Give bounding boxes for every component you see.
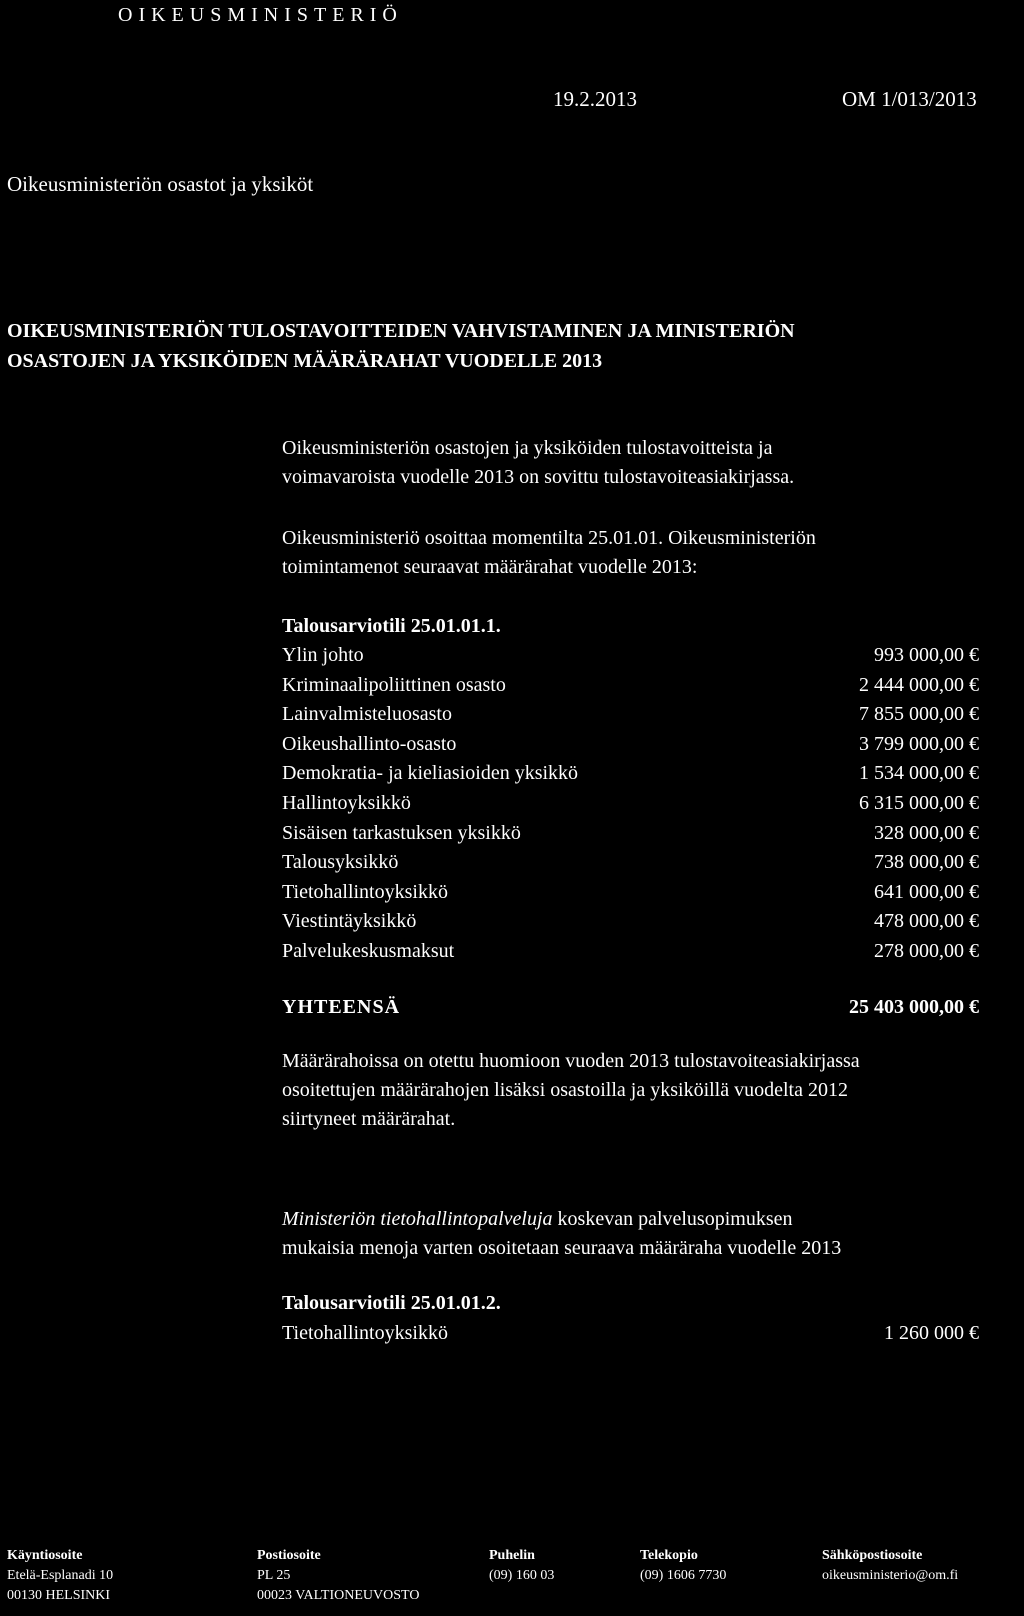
footer-email-link[interactable]: oikeusministerio@om.fi xyxy=(822,1568,959,1583)
unit-name: Sisäisen tarkastuksen yksikkö xyxy=(282,821,521,844)
paragraph-line: Oikeusministeriön osastojen ja yksiköiden tulostavoitteista ja xyxy=(282,437,773,459)
footer-label: Postiosoite xyxy=(257,1548,321,1563)
unit-name: Palvelukeskusmaksut xyxy=(282,939,455,962)
document-title xyxy=(7,316,795,376)
unit-amount: 6 315 000,00 € xyxy=(859,791,979,814)
unit-name: Demokratia- ja kieliasioiden yksikkö xyxy=(282,762,579,785)
footer-email xyxy=(822,1546,958,1586)
unit-amount: 7 855 000,00 € xyxy=(859,703,979,726)
unit-amount: 1 534 000,00 € xyxy=(859,762,979,785)
recipient: Oikeusministeriön osastot ja yksiköt xyxy=(7,172,314,196)
unit-name: Ylin johto xyxy=(282,644,364,666)
unit-amount: 2 444 000,00 € xyxy=(859,673,979,696)
budget-total-row xyxy=(282,992,982,1022)
footer-line: 00023 VALTIONEUVOSTO xyxy=(257,1588,420,1603)
italic-phrase: Ministeriön tietohallintopalveluja xyxy=(282,1208,553,1230)
footer-label: Sähköpostiosoite xyxy=(822,1548,923,1563)
footer-line: (09) 1606 7730 xyxy=(640,1568,727,1583)
unit-amount: 278 000,00 € xyxy=(874,939,979,962)
footer-line: 00130 HELSINKI xyxy=(7,1588,111,1603)
unit-name: Lainvalmisteluosasto xyxy=(282,703,452,726)
paragraph-line: siirtyneet määrärahat. xyxy=(282,1108,456,1130)
unit-amount: 641 000,00 € xyxy=(874,880,979,903)
unit-name: Viestintäyksikkö xyxy=(282,910,417,933)
total-label: YHTEENSÄ xyxy=(282,996,401,1018)
budget-account-heading: Talousarviotili 25.01.01.1. xyxy=(282,615,501,637)
unit-amount: 478 000,00 € xyxy=(874,910,979,933)
budget-row xyxy=(282,878,982,908)
budget-account-heading: Talousarviotili 25.01.01.2. xyxy=(282,1292,501,1314)
unit-amount: 3 799 000,00 € xyxy=(859,732,979,755)
footer-postal-address xyxy=(257,1546,419,1606)
budget-row xyxy=(282,641,982,671)
budget-row xyxy=(282,671,982,701)
footer-line: (09) 160 03 xyxy=(489,1568,555,1583)
it-services-paragraph xyxy=(282,1205,841,1263)
unit-name: Tietohallintoyksikkö xyxy=(282,1322,448,1344)
total-amount: 25 403 000,00 € xyxy=(849,996,979,1018)
document-date: 19.2.2013 xyxy=(553,87,637,111)
paragraph-text: koskevan palvelusopimuksen xyxy=(552,1208,793,1230)
unit-name: Oikeushallinto-osasto xyxy=(282,732,457,755)
budget-row xyxy=(282,937,982,967)
footer-label: Telekopio xyxy=(640,1548,698,1563)
budget-row xyxy=(282,907,982,937)
paragraph-line: osoitettujen määrärahojen lisäksi osastoilla ja yksiköillä vuodelta 2012 xyxy=(282,1079,848,1101)
budget-row xyxy=(282,759,982,789)
paragraph-line xyxy=(282,1205,841,1234)
budget-row xyxy=(282,848,982,878)
unit-amount: 328 000,00 € xyxy=(874,821,979,844)
title-line: OSASTOJEN JA YKSIKÖIDEN MÄÄRÄRAHAT VUODELLE 2013 xyxy=(7,350,603,372)
unit-amount: 993 000,00 € xyxy=(874,644,979,666)
unit-name: Kriminaalipoliittinen osasto xyxy=(282,673,506,696)
footer-visiting-address xyxy=(7,1546,113,1606)
paragraph-line: Määrärahoissa on otettu huomioon vuoden 2013 tulostavoiteasiakirjassa xyxy=(282,1050,860,1072)
footer-label: Puhelin xyxy=(489,1548,535,1563)
unit-name: Hallintoyksikkö xyxy=(282,791,411,814)
allocation-paragraph xyxy=(282,524,816,582)
unit-amount: 1 260 000 € xyxy=(884,1322,979,1344)
unit-name: Tietohallintoyksikkö xyxy=(282,880,448,903)
unit-amount: 738 000,00 € xyxy=(874,851,979,874)
budget-row xyxy=(282,1318,982,1348)
paragraph-line: Oikeusministeriö osoittaa momentilta 25.01.01. Oikeusministeriön xyxy=(282,527,816,549)
paragraph-line: mukaisia menoja varten osoitetaan seuraava määräraha vuodelle 2013 xyxy=(282,1237,842,1259)
footer-line: PL 25 xyxy=(257,1568,291,1583)
budget-row xyxy=(282,700,982,730)
document-reference: OM 1/013/2013 xyxy=(842,87,977,111)
footer-phone xyxy=(489,1546,554,1586)
budget-row xyxy=(282,789,982,819)
footer-label: Käyntiosoite xyxy=(7,1548,83,1563)
paragraph-line: voimavaroista vuodelle 2013 on sovittu tulostavoiteasiakirjassa. xyxy=(282,466,795,488)
footer-fax xyxy=(640,1546,726,1586)
footer-line: Etelä-Esplanadi 10 xyxy=(7,1568,114,1583)
unit-name: Talousyksikkö xyxy=(282,851,399,874)
note-paragraph xyxy=(282,1047,860,1134)
budget-row xyxy=(282,730,982,760)
budget-table xyxy=(282,641,982,967)
budget-row xyxy=(282,819,982,849)
intro-paragraph xyxy=(282,434,794,492)
title-line: OIKEUSMINISTERIÖN TULOSTAVOITTEIDEN VAHVISTAMINEN JA MINISTERIÖN xyxy=(7,320,795,342)
letterhead: OIKEUSMINISTERIÖ xyxy=(118,4,403,26)
paragraph-line: toimintamenot seuraavat määrärahat vuodelle 2013: xyxy=(282,556,698,578)
